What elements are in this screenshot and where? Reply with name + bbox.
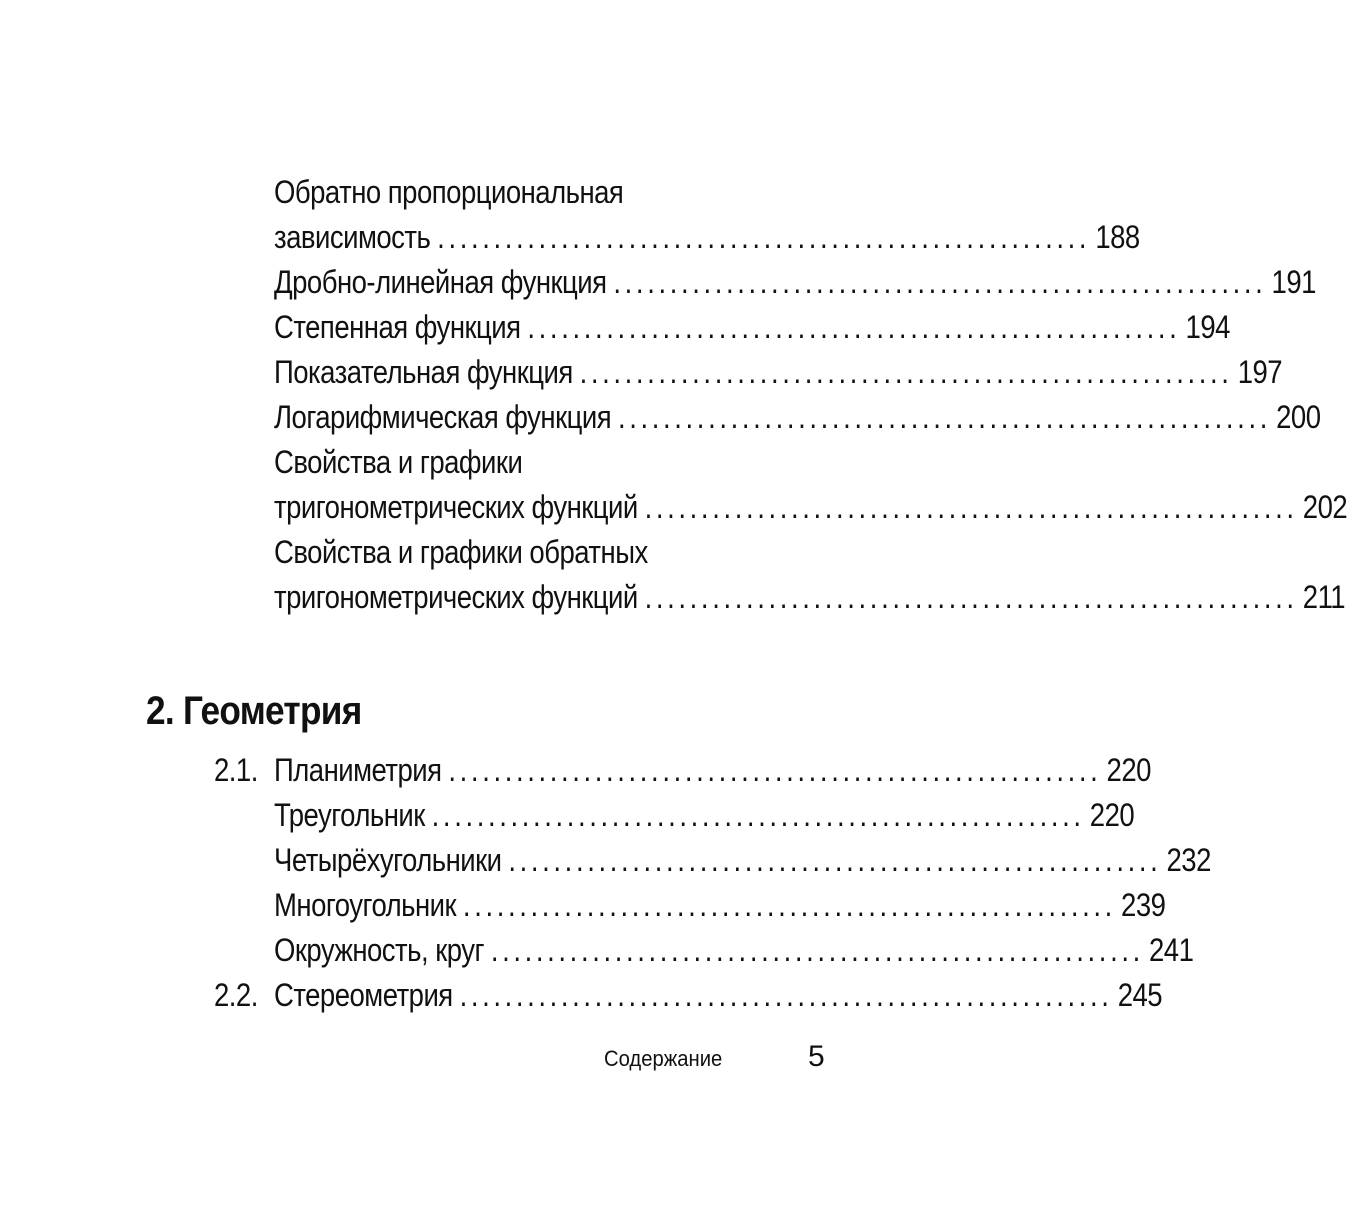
section-heading: 2. Геометрия (146, 689, 362, 733)
toc-entry-line (274, 395, 1321, 440)
dot-leader: .......................................................... (579, 354, 1233, 390)
toc-page-number: 191 (1271, 264, 1316, 300)
toc-entry-title: зависимость (274, 219, 431, 255)
toc-entry (274, 748, 1151, 793)
toc-entry-line (274, 793, 1135, 838)
toc-entry-line (274, 928, 1194, 973)
dot-leader: .......................................................... (508, 842, 1162, 878)
toc-entry-line (274, 350, 1283, 395)
toc-entry-title: Дробно-линейная функция (274, 264, 607, 300)
toc-entry (274, 170, 1140, 260)
dot-leader: .......................................................... (527, 309, 1181, 345)
toc-entry-title: Свойства и графики (274, 444, 523, 480)
toc-entry-title: Окружность, круг (274, 932, 485, 968)
toc-entry (274, 883, 1166, 928)
dot-leader: .......................................................... (490, 932, 1144, 968)
toc-page-number: 202 (1302, 489, 1347, 525)
toc-entry-title: Показательная функция (274, 354, 573, 390)
toc-entry (274, 928, 1194, 973)
toc-entry (274, 395, 1321, 440)
toc-entry-title: тригонометрических функций (274, 489, 638, 525)
toc-page-number: 194 (1185, 309, 1230, 345)
toc-page-number: 197 (1237, 354, 1283, 390)
dot-leader: .......................................................... (448, 752, 1102, 788)
dot-leader: .......................................................... (459, 977, 1113, 1013)
toc-entry-title: Четырёхугольники (274, 842, 502, 878)
toc-page-number: 220 (1089, 797, 1135, 833)
toc-entry-line (274, 440, 820, 485)
toc-entry (274, 973, 1163, 1018)
toc-entry-line (274, 748, 1151, 793)
dot-leader: .......................................................... (613, 264, 1267, 300)
toc-page-number: 220 (1106, 752, 1151, 788)
toc-page-number: 241 (1149, 932, 1194, 968)
toc-entry-title: Обратно пропорциональная (274, 174, 624, 210)
toc-page-number: 239 (1121, 887, 1166, 923)
page-number: 5 (808, 1040, 825, 1073)
dot-leader: .......................................................... (431, 797, 1085, 833)
toc-entry (274, 260, 1316, 305)
toc-entry-title: Логарифмическая функция (274, 399, 612, 435)
toc-entry-title: Треугольник (274, 797, 425, 833)
running-footer-label: Содержание (604, 1046, 723, 1071)
toc-page-number: 232 (1166, 842, 1211, 878)
toc-entry (274, 350, 1283, 395)
dot-leader: .......................................................... (618, 399, 1271, 435)
toc-entry-title: Свойства и графики обратных (274, 534, 648, 570)
toc-entry-line (274, 485, 1347, 530)
section-number: 2.1. (214, 752, 258, 788)
toc-entry (274, 440, 1347, 530)
toc-entry-line (274, 575, 1346, 620)
toc-entry-line (274, 838, 1211, 883)
dot-leader: .......................................................... (462, 887, 1116, 923)
dot-leader: .......................................................... (437, 219, 1091, 255)
toc-page-number: 245 (1117, 977, 1163, 1013)
dot-leader: .......................................................... (644, 489, 1298, 525)
toc-entry-title: Стереометрия (274, 977, 453, 1013)
toc-entry-line (274, 215, 1140, 260)
toc-entry (274, 305, 1230, 350)
toc-entry (274, 530, 1346, 620)
toc-entry-title: Планиметрия (274, 752, 442, 788)
toc-entry-line (274, 305, 1230, 350)
toc-entry (274, 793, 1135, 838)
toc-entry-title: Степенная функция (274, 309, 521, 345)
toc-entry-line (274, 530, 820, 575)
toc-entry-title: тригонометрических функций (274, 579, 638, 615)
toc-page-number: 200 (1276, 399, 1321, 435)
toc-entry (274, 838, 1211, 883)
toc-entry-line (274, 883, 1166, 928)
toc-entry-line (274, 260, 1316, 305)
toc-entry-line (274, 973, 1163, 1018)
toc-page-number: 188 (1095, 219, 1140, 255)
section-number: 2.2. (214, 977, 258, 1013)
toc-page-number: 211 (1302, 579, 1346, 615)
toc-entry-title: Многоугольник (274, 887, 457, 923)
dot-leader: .......................................................... (644, 579, 1298, 615)
toc-entry-line (274, 170, 820, 215)
